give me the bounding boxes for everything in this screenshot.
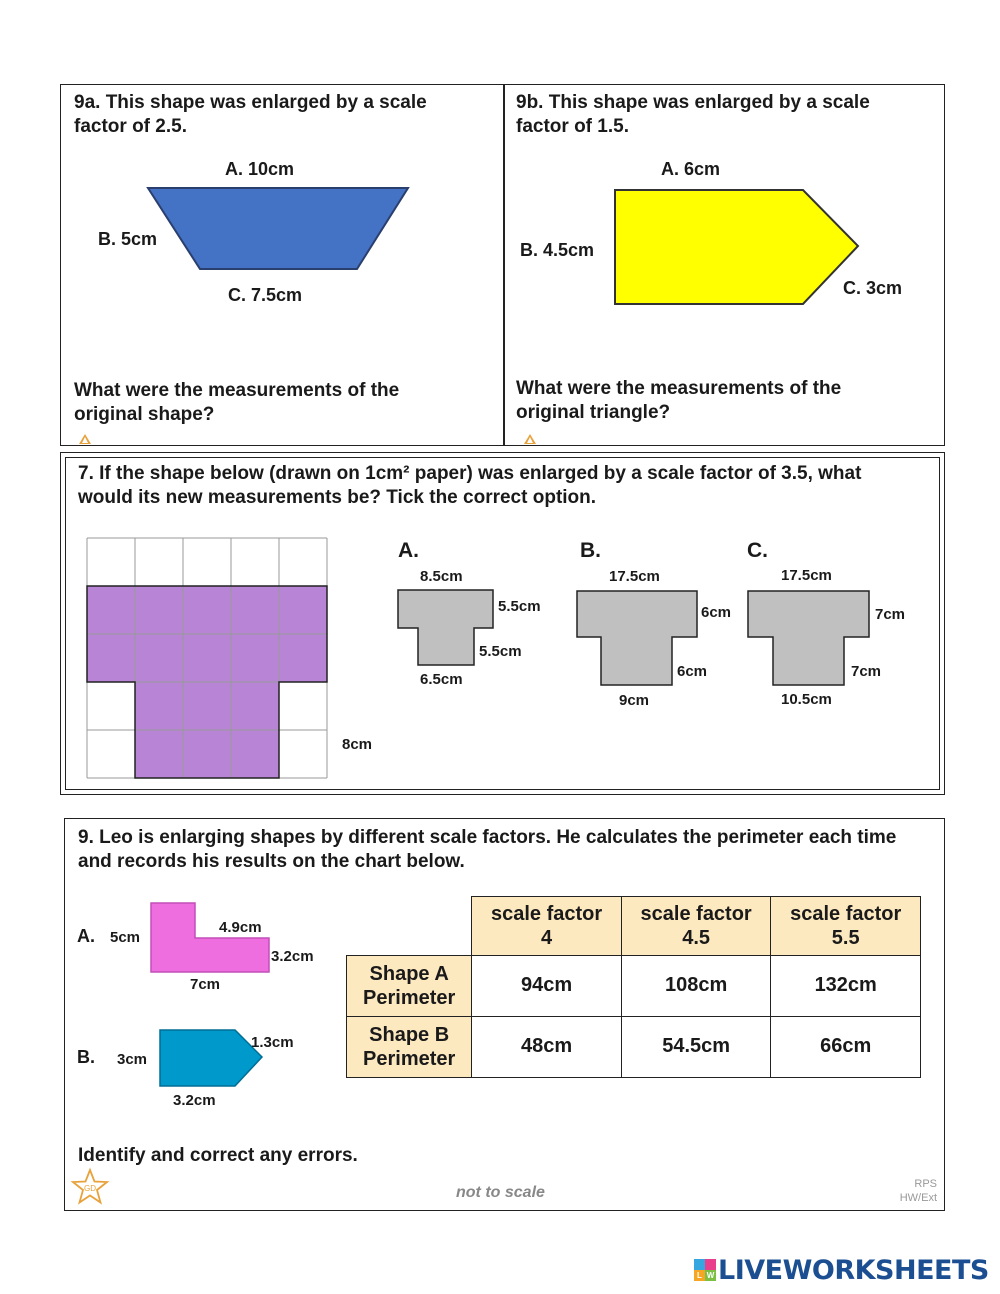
q9-shape-b-left: 3cm <box>117 1051 148 1068</box>
q9a-trapezium-shape <box>148 188 408 269</box>
table-cell: 132cm <box>771 955 921 1016</box>
q9a-marker-icon <box>79 434 91 444</box>
q9-prompt: 9. Leo is enlarging shapes by different scale factors. He calculates the perimeter each time and records his results on the chart below. <box>78 827 897 872</box>
q7-option-b-letter[interactable]: B. <box>580 539 601 562</box>
q7-option-a-letter[interactable]: A. <box>398 539 419 562</box>
logo-letter: W <box>706 1271 715 1280</box>
q9b-label-c: C. 3cm <box>843 278 903 298</box>
q9-shape-b-diag: 1.3cm <box>251 1034 294 1051</box>
q9b-label-a: A. 6cm <box>661 159 721 179</box>
q9b-label-b: B. 4.5cm <box>520 240 595 260</box>
q9b-pentagon-shape <box>615 190 858 304</box>
q9a-label-c: C. 7.5cm <box>228 285 303 305</box>
table-corner <box>347 897 472 956</box>
table-row <box>347 955 921 1016</box>
row-label-line: Perimeter <box>363 1047 456 1070</box>
q9-instruction: Identify and correct any errors. <box>78 1145 358 1166</box>
table-header-sf4 <box>472 897 622 956</box>
q9-shape-b-bottom: 3.2cm <box>173 1092 216 1109</box>
header-value: 4 <box>541 926 553 949</box>
q7-option-c-top: 17.5cm <box>781 567 832 584</box>
perimeter-table <box>346 896 921 1078</box>
code-line-1: RPS <box>914 1178 937 1190</box>
q7-option-a-bottom: 6.5cm <box>420 671 463 688</box>
q7-option-b-right-lower: 6cm <box>677 663 708 680</box>
table-cell: 108cm <box>621 955 771 1016</box>
q9b-question: What were the measurements of the original triangle? <box>516 378 842 423</box>
q9b-pentagon <box>613 188 863 308</box>
q9-shape-a-bottom: 7cm <box>190 976 221 993</box>
q9a-prompt: 9a. This shape was enlarged by a scale factor of 2.5. <box>74 92 427 137</box>
q7-option-c-bottom: 10.5cm <box>781 691 832 708</box>
star-badge-text: GD <box>84 1184 96 1193</box>
q7-grid-label: 8cm <box>342 736 373 753</box>
q9-shape-a <box>149 901 274 976</box>
table-header-row <box>347 897 921 956</box>
header-value: 5.5 <box>831 926 860 949</box>
table-cell: 94cm <box>472 955 622 1016</box>
q9a-label-b: B. 5cm <box>98 229 158 249</box>
brand-logo-icon <box>694 1259 716 1281</box>
q7-prompt: 7. If the shape below (drawn on 1cm² paper) was enlarged by a scale factor of 3.5, what would its new measurements be? Tick the correct option. <box>78 463 862 508</box>
q7-option-c-right-lower: 7cm <box>851 663 882 680</box>
q7-option-b-top: 17.5cm <box>609 568 660 585</box>
q9b-prompt: 9b. This shape was enlarged by a scale factor of 1.5. <box>516 92 870 137</box>
q9a-question: What were the measurements of the original shape? <box>74 380 400 425</box>
q9-shape-b-letter: B. <box>77 1047 95 1067</box>
logo-letter: L <box>694 1270 705 1281</box>
table-cell: 66cm <box>771 1016 921 1077</box>
row-label-shape-b <box>347 1016 472 1077</box>
q9-shape-a-top-right: 4.9cm <box>219 919 262 936</box>
q7-option-b-bottom: 9cm <box>619 692 650 709</box>
q7-option-c-right-upper: 7cm <box>875 606 906 623</box>
not-to-scale-note: not to scale <box>456 1184 545 1201</box>
q7-option-c-letter[interactable]: C. <box>747 539 768 562</box>
header-text: scale factor <box>491 902 603 925</box>
table-header-sf5-5 <box>771 897 921 956</box>
row-label-line: Shape A <box>369 962 449 985</box>
row-label-shape-a <box>347 955 472 1016</box>
brand-logo[interactable] <box>694 1255 989 1285</box>
q9b-marker-icon <box>524 434 536 444</box>
brand-name: LIVEWORKSHEETS <box>718 1254 989 1286</box>
star-badge-icon <box>71 1168 109 1206</box>
q7-option-a-right-upper: 5.5cm <box>498 598 541 615</box>
table-header-sf4-5 <box>621 897 771 956</box>
table-row <box>347 1016 921 1077</box>
table-cell: 54.5cm <box>621 1016 771 1077</box>
q7-option-b-right-upper: 6cm <box>701 604 732 621</box>
q7-option-a-top: 8.5cm <box>420 568 463 585</box>
header-text: scale factor <box>790 902 902 925</box>
q9-shape-a-letter: A. <box>77 926 95 946</box>
header-value: 4.5 <box>682 926 711 949</box>
header-text: scale factor <box>640 902 752 925</box>
q7-option-a-right-lower: 5.5cm <box>479 643 522 660</box>
q7-grid <box>86 537 331 782</box>
q9a-label-a: A. 10cm <box>225 159 295 179</box>
q9a-trapezium <box>145 186 415 276</box>
row-label-line: Shape B <box>369 1023 450 1046</box>
code-line-2: HW/Ext <box>899 1192 937 1204</box>
row-label-line: Perimeter <box>363 986 456 1009</box>
table-cell: 48cm <box>472 1016 622 1077</box>
q9-shape-a-left: 5cm <box>110 929 141 946</box>
q9-shape-a-right: 3.2cm <box>271 948 314 965</box>
